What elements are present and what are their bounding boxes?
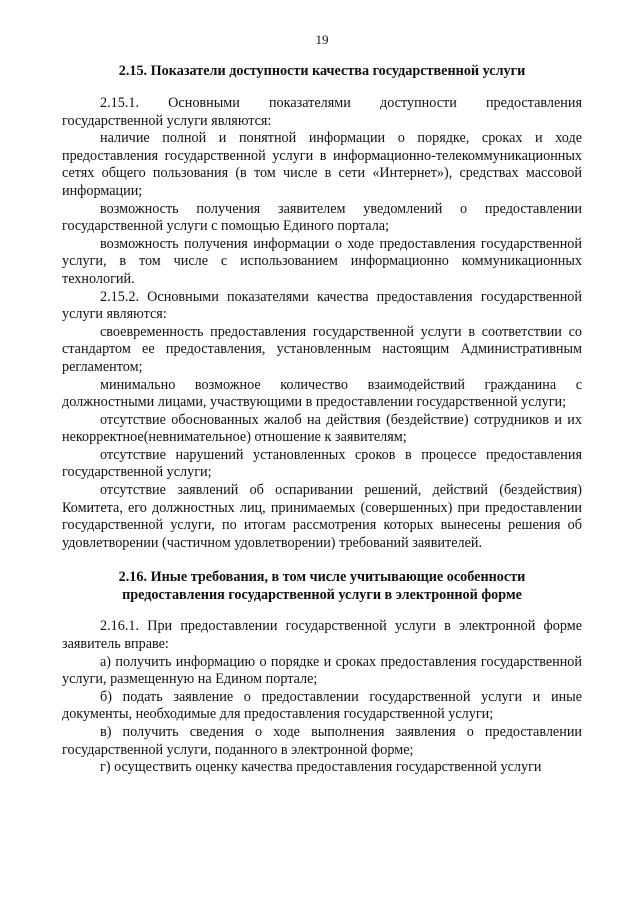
document-page — [62, 30, 582, 777]
section-2-16-title — [62, 568, 582, 604]
list-item-v: в) получить сведения о ходе выполнения заявления о предоставлении государственной услуги, поданного в электронной форме; — [62, 724, 582, 758]
paragraph-2-15-1: 2.15.1. Основными показателями доступности предоставления государственной услуги являются: — [62, 95, 582, 129]
paragraph-no-complaints: отсутствие обоснованных жалоб на действия (бездействие) сотрудников и их некорректное(невнимательное) отношение к заявителям; — [62, 411, 582, 446]
list-item-a: а) получить информацию о порядке и сроках предоставления государственной услуги, размещенную на Едином портале; — [62, 653, 582, 688]
section-2-15-body — [62, 95, 582, 552]
section-2-16-title-line-2: предоставления государственной услуги в электронной форме — [122, 587, 522, 604]
list-item-b: б) подать заявление о предоставлении государственной услуги и иные документы, необходимые для предоставления государственной услуги; — [62, 688, 582, 723]
paragraph-min-interactions: минимально возможное количество взаимодействий гражданина с должностными лицами, участвующими в предоставлении государственной услуги; — [62, 376, 582, 411]
paragraph-no-deadline-violations: отсутствие нарушений установленных сроков в процессе предоставления государственной услуги; — [62, 446, 582, 481]
paragraph-timeliness: своевременность предоставления государственной услуги в соответствии со стандартом ее предоставления, установленным настоящим Административным регламентом; — [62, 323, 582, 375]
paragraph-info-availability: наличие полной и понятной информации о порядке, сроках и ходе предоставления государственной услуги в информационно-телекоммуникационных сетях общего пользования (в том числе в сети «Интернет»), средствах массовой информации; — [62, 130, 582, 199]
list-item-g: г) осуществить оценку качества предоставления государственной услуги — [100, 759, 542, 776]
paragraph-notifications: возможность получения заявителем уведомлений о предоставлении государственной услуги с помощью Единого портала; — [62, 200, 582, 235]
section-2-16-title-line-1: 2.16. Иные требования, в том числе учитывающие особенности — [118, 569, 526, 586]
section-2-16-body — [62, 618, 582, 776]
paragraph-2-15-2: 2.15.2. Основными показателями качества предоставления государственной услуги являются: — [62, 288, 582, 323]
page-number: 19 — [315, 32, 329, 47]
paragraph-2-16-1: 2.16.1. При предоставлении государственной услуги в электронной форме заявитель вправе: — [62, 618, 582, 653]
section-2-15-title: 2.15. Показатели доступности качества государственной услуги — [118, 63, 526, 79]
paragraph-no-appeals: отсутствие заявлений об оспаривании решений, действий (бездействия) Комитета, его должностных лиц, принимаемых (совершенных) при предоставлении государственной услуги, по итогам рассмотрения которых вынесены решения об удовлетворении (частичном удовлетворении) требований заявителей. — [62, 482, 582, 551]
paragraph-progress-info: возможность получения информации о ходе предоставления государственной услуги, в том числе с использованием информационно коммуникационных технологий. — [62, 235, 582, 287]
